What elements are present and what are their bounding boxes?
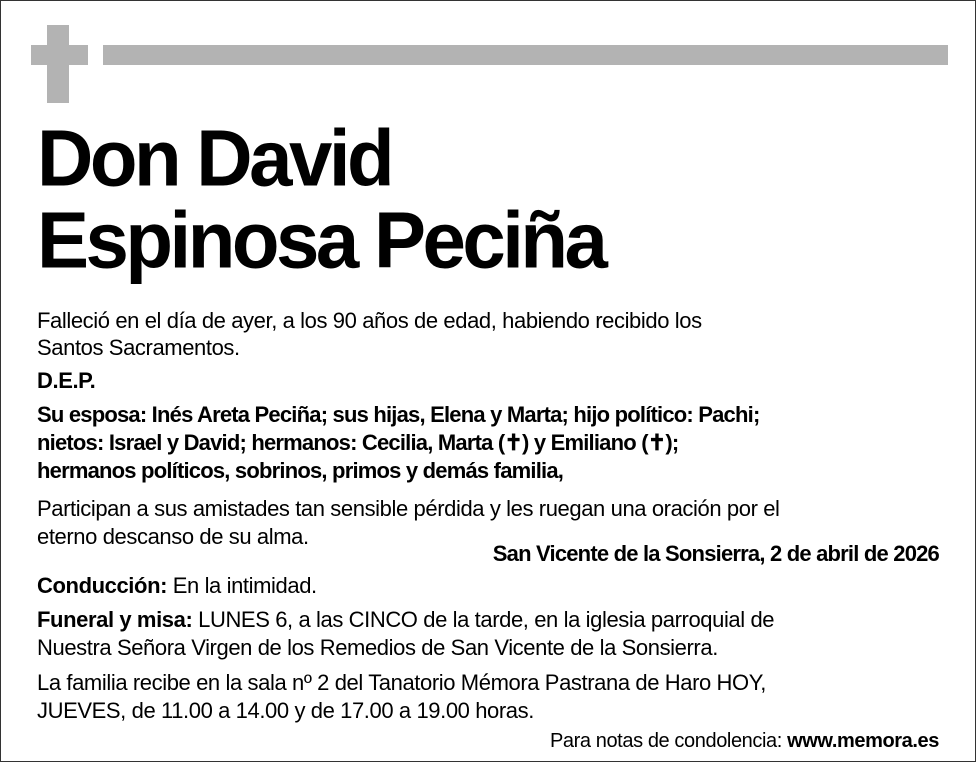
funeral-line2: Nuestra Señora Virgen de los Remedios de San Vicente de la Sonsierra. [37, 635, 718, 660]
deceased-name-line1: Don David [37, 113, 392, 203]
family-line: nietos: Israel y David; hermanos: Cecilia, Marta (✝) y Emiliano (✝); [37, 430, 679, 455]
condolence-label: Para notas de condolencia: [549, 730, 788, 752]
visitation-line: La familia recibe en la sala nº 2 del Tanatorio Mémora Pastrana de Haro HOY, [37, 670, 766, 695]
announcement-line: eterno descanso de su alma. [37, 524, 309, 549]
dep-text: D.E.P. [37, 368, 96, 393]
funeral-line [37, 609, 774, 631]
website-link[interactable]: www.memora.es [787, 730, 939, 752]
visitation-line: JUEVES, de 11.00 a 14.00 y de 17.00 a 19.00 horas. [37, 698, 534, 723]
condolence-footer [550, 731, 939, 751]
funeral-label: Funeral y misa: [37, 607, 193, 632]
family-line: Su esposa: Inés Areta Peciña; sus hijas, Elena y Marta; hijo político: Pachi; [37, 402, 760, 427]
conduccion-line [37, 575, 317, 597]
death-notice-line: Santos Sacramentos. [37, 335, 240, 360]
death-notice-line: Falleció en el día de ayer, a los 90 años de edad, habiendo recibido los [37, 308, 702, 333]
deceased-name-line2: Espinosa Peciña [37, 195, 605, 285]
funeral-value: LUNES 6, a las CINCO de la tarde, en la iglesia parroquial de [192, 607, 775, 632]
cross-icon-bar [31, 45, 88, 65]
family-line: hermanos políticos, sobrinos, primos y demás familia, [37, 458, 564, 483]
announcement-line: Participan a sus amistades tan sensible pérdida y les ruegan una oración por el [37, 496, 780, 521]
header-rule [103, 45, 948, 65]
place-date: San Vicente de la Sonsierra, 2 de abril de 2026 [492, 541, 939, 566]
conduccion-label: Conducción: [37, 573, 168, 598]
conduccion-value: En la intimidad. [167, 573, 317, 598]
